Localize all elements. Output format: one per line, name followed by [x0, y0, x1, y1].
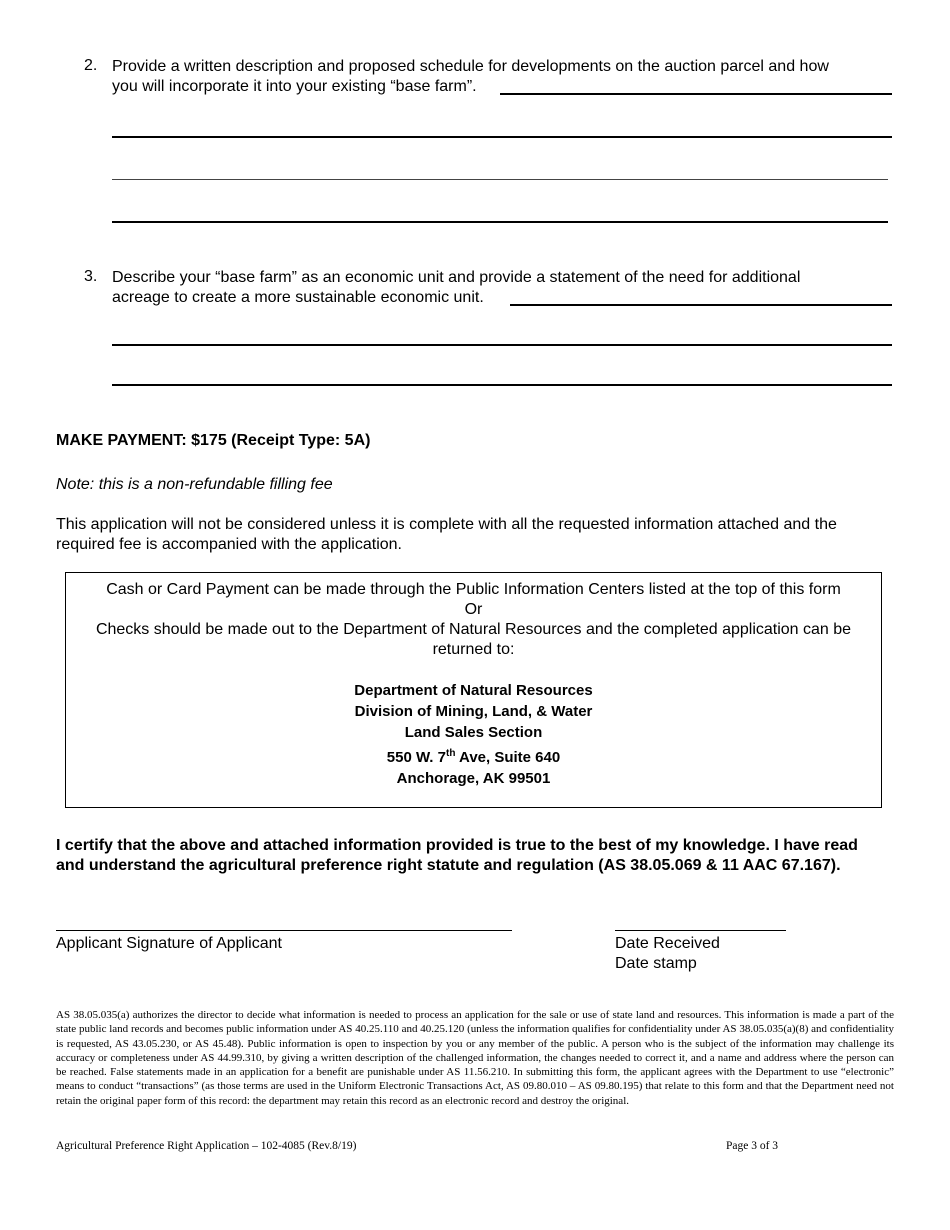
question-2-line1: Provide a written description and proposed schedule for developments on the auction parcel and how: [112, 58, 829, 75]
payment-box-line3: Checks should be made out to the Department of Natural Resources and the completed application can be returned to:: [95, 621, 852, 658]
payment-instructions-box: [65, 572, 882, 808]
address-org: Department of Natural Resources: [354, 682, 593, 699]
payment-paragraph: This application will not be considered unless it is complete with all the requested information attached and the required fee is accompanied with the application.: [56, 516, 837, 553]
applicant-signature-label: Applicant Signature of Applicant: [56, 935, 282, 952]
answer-2-line-1[interactable]: [112, 136, 892, 138]
legal-disclosure: AS 38.05.035(a) authorizes the director to decide what information is needed to process an application for the sale or use of state land and resources. This information is made a part of the state public land records and becomes public information under AS 40.25.110 and 40.25.120 (unless the information qualifies for confidentiality under AS 38.05.035(a)(8) and confidentiality is requested, AS 43.05.230, or AS 45.48). Public information is open to inspection by you or any member of the public. A person who is the subject of the information may challenge its accuracy or completeness under AS 44.99.310, by giving a written description of the challenged information, the changes needed to correct it, and a name and address where the person can be reached. False statements made in an application for a benefit are punishable under AS 11.56.210. In submitting this form, the applicant agrees with the Department to use “electronic” means to conduct “transactions” (as those terms are used in the Uniform Electronic Transactions Act, AS 09.80.010 – AS 09.80.195) that relate to this form and that the Department need not retain the original paper form of this record: the department may retain this record as an electronic record and destroy the original.: [56, 1009, 894, 1107]
applicant-signature-line[interactable]: [56, 930, 512, 931]
question-3-line1: Describe your “base farm” as an economic unit and provide a statement of the need for additional: [112, 269, 801, 286]
date-stamp-label: Date stamp: [615, 955, 697, 972]
mailing-address: [66, 680, 881, 789]
answer-3-line-2[interactable]: [112, 384, 892, 386]
question-2-number: 2.: [84, 57, 98, 74]
payment-box-line1: Cash or Card Payment can be made through the Public Information Centers listed at the top of this form: [106, 581, 841, 598]
address-section: Land Sales Section: [404, 724, 543, 741]
certification-statement: I certify that the above and attached information provided is true to the best of my knowledge. I have read and understand the agricultural preference right statute and regulation (AS 38.05.069 & 11 AAC 67.167).: [56, 837, 858, 874]
footer-form-name: Agricultural Preference Right Application – 102-4085 (Rev.8/19): [56, 1140, 357, 1152]
payment-note: Note: this is a non-refundable filling fee: [56, 476, 333, 493]
date-received-label: Date Received: [615, 935, 720, 952]
question-3-number: 3.: [84, 268, 98, 285]
answer-3-line-1[interactable]: [112, 344, 892, 346]
question-3-line2: acreage to create a more sustainable economic unit.: [112, 289, 484, 306]
payment-heading: MAKE PAYMENT: $175 (Receipt Type: 5A): [56, 432, 371, 449]
date-received-line[interactable]: [615, 930, 786, 931]
answer-2-line-0[interactable]: [500, 93, 892, 95]
answer-3-line-0[interactable]: [510, 304, 892, 306]
question-2-line2: you will incorporate it into your existing “base farm”.: [112, 78, 477, 95]
answer-2-line-3[interactable]: [112, 221, 888, 223]
address-city: Anchorage, AK 99501: [396, 770, 551, 787]
address-street: 550 W. 7th Ave, Suite 640: [386, 748, 561, 766]
payment-box-or: Or: [464, 601, 483, 618]
address-division: Division of Mining, Land, & Water: [354, 703, 593, 720]
answer-2-line-2[interactable]: [112, 179, 888, 180]
footer-page-number: Page 3 of 3: [726, 1140, 779, 1152]
question-3-text: [112, 268, 902, 308]
question-2-text: [112, 57, 902, 97]
